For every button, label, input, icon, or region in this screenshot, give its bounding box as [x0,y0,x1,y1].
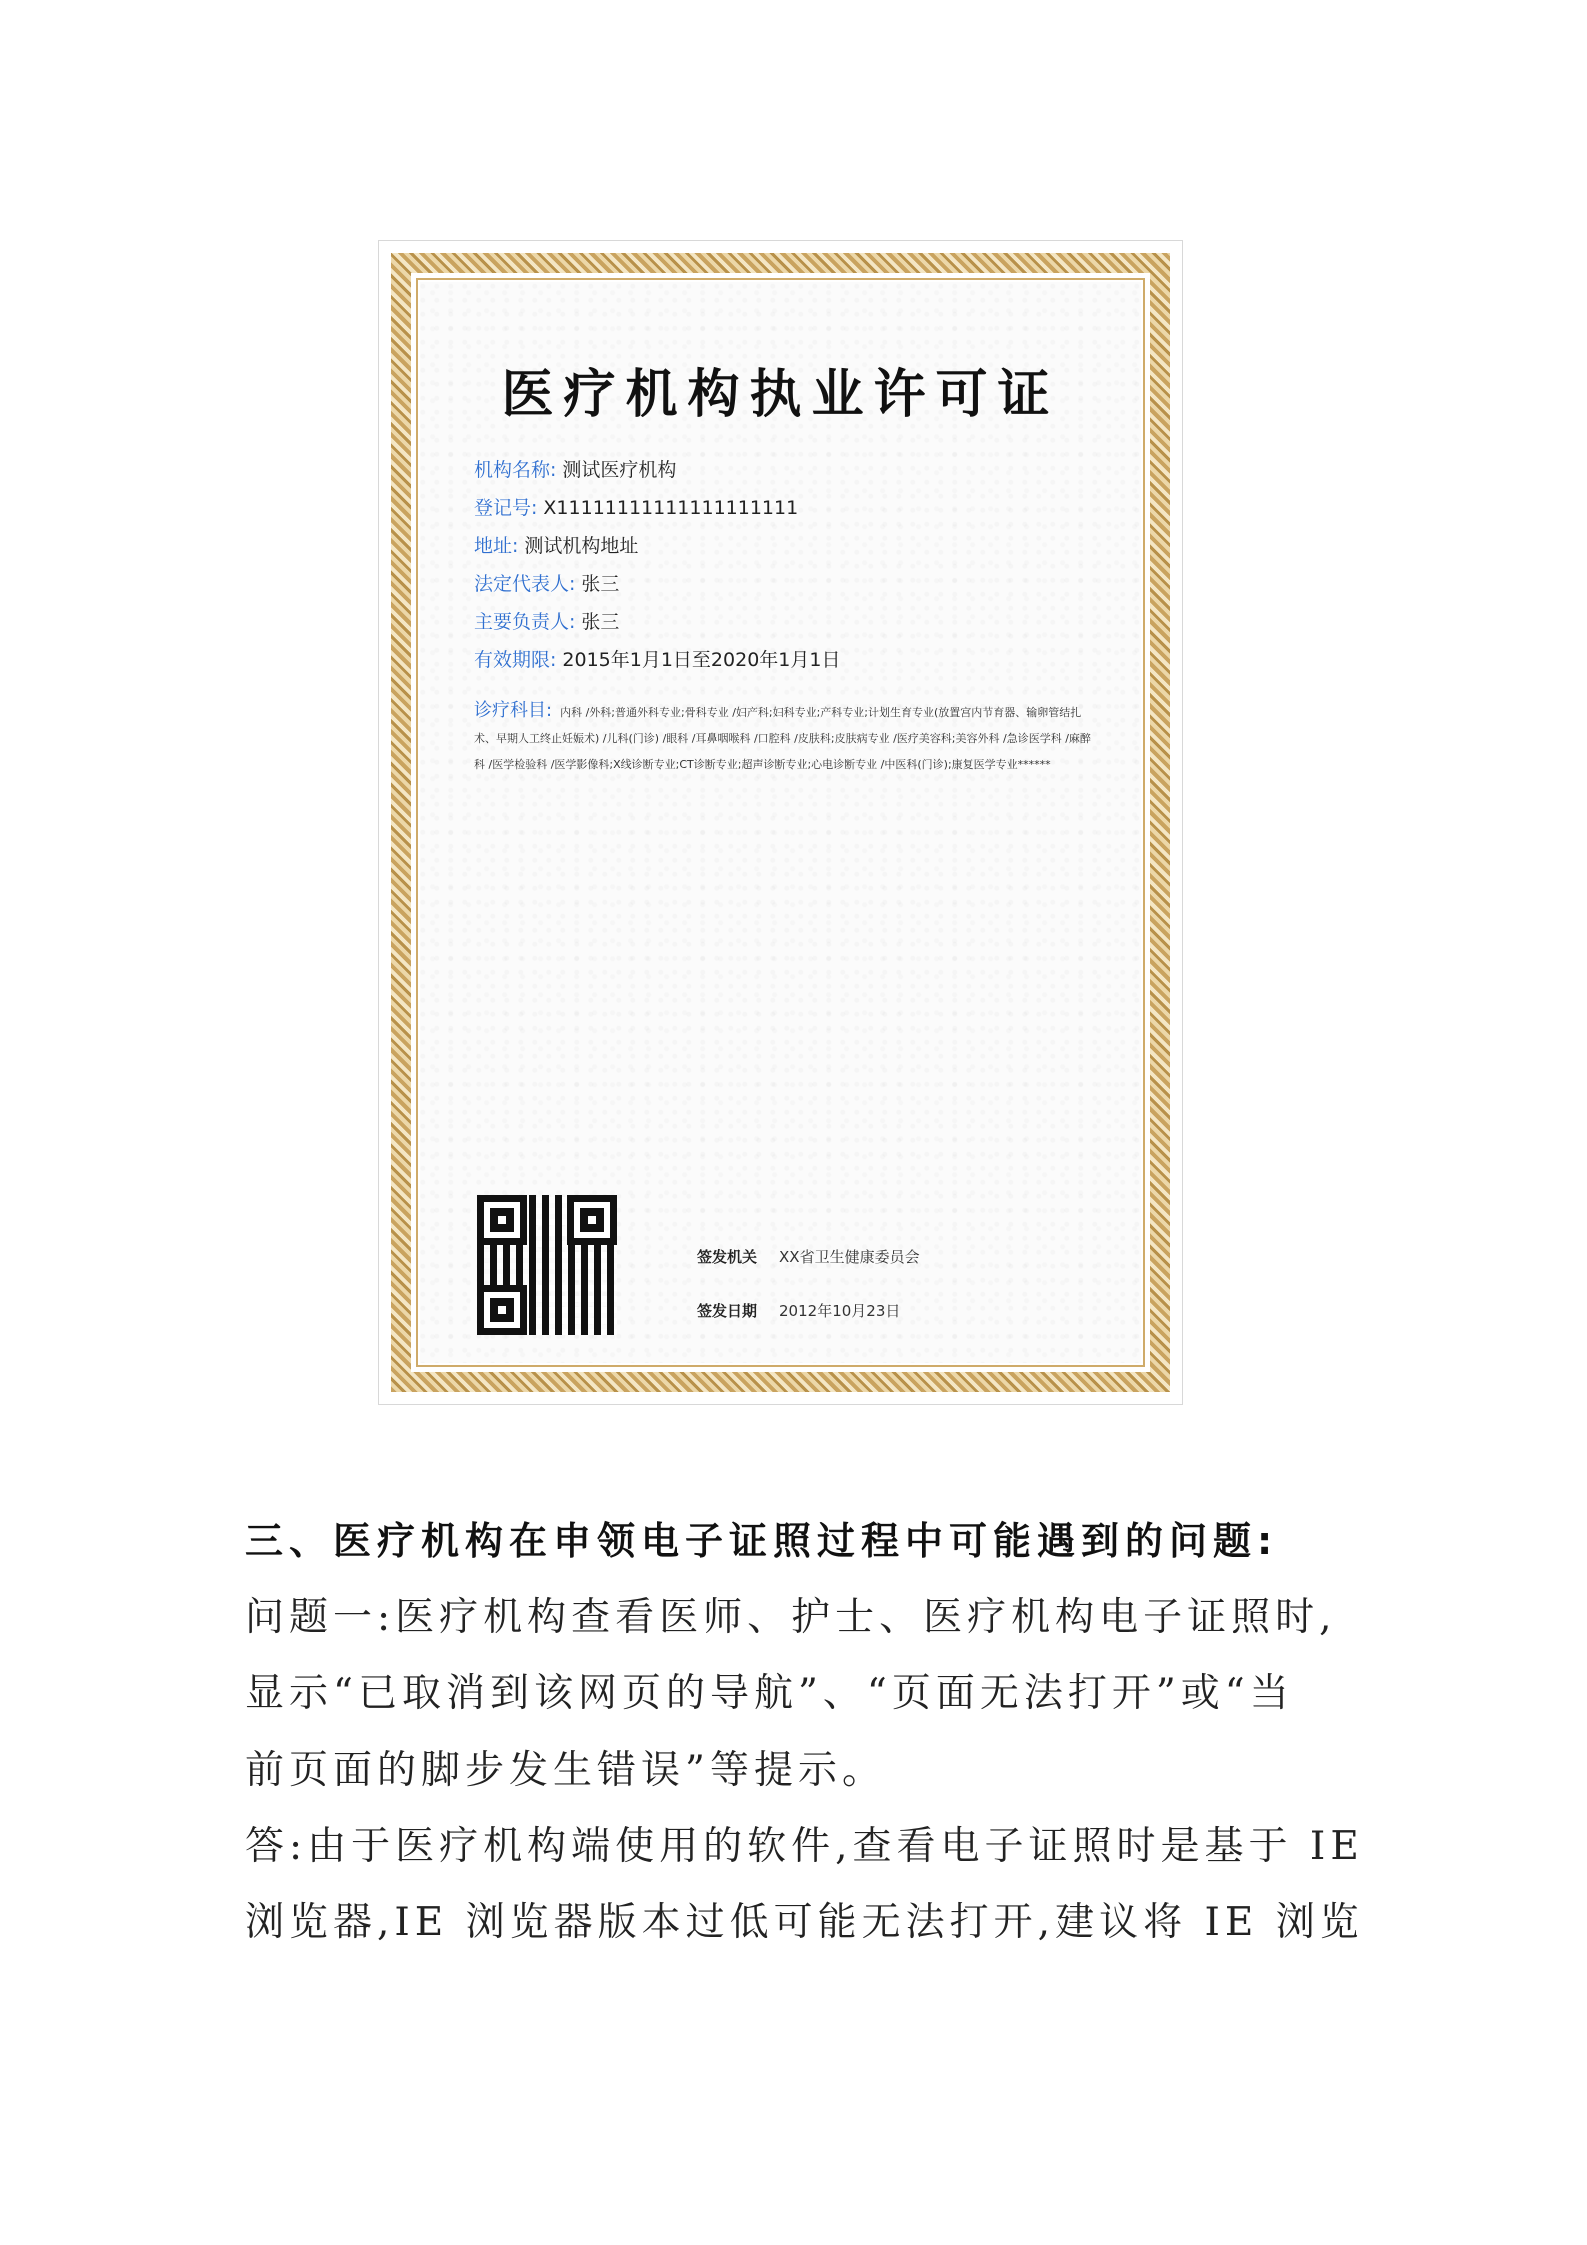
field-value: 测试医疗机构 [562,459,677,481]
field-value: 测试机构地址 [524,535,639,557]
field-label: 地址: [474,535,519,557]
field-value: 张三 [581,611,620,633]
body-line: 问题一:医疗机构查看医师、护士、医疗机构电子证照时, [245,1595,1337,1640]
field-validity-period [474,641,1114,679]
issuing-authority [697,1246,920,1267]
field-value: 张三 [581,573,620,595]
issue-date-label: 签发日期 [697,1302,758,1320]
subjects-label: 诊疗科目: [474,700,553,721]
field-value: X11111111111111111111 [543,497,799,519]
field-label: 主要负责人: [474,611,576,633]
certificate-fields [474,451,1114,679]
certificate-title: 医疗机构执业许可证 [501,365,1060,425]
field-registration-number [474,489,1114,527]
field-institution-name [474,451,1114,489]
license-image [378,240,1183,1405]
issuer-value: XX省卫生健康委员会 [779,1248,920,1266]
issuer-label: 签发机关 [697,1248,758,1266]
field-value: 2015年1月1日至2020年1月1日 [562,649,841,671]
body-line: 显示“已取消到该网页的导航”、“页面无法打开”或“当 [245,1671,1294,1716]
field-label: 登记号: [474,497,538,519]
field-label: 法定代表人: [474,573,576,595]
body-line: 前页面的脚步发生错误”等提示。 [245,1748,886,1793]
issue-date [697,1300,900,1321]
field-label: 机构名称: [474,459,557,481]
body-line: 答:由于医疗机构端使用的软件,查看电子证照时是基于 IE [245,1824,1364,1869]
subjects-text: 内科 /外科;普通外科专业;骨科专业 /妇产科;妇科专业;产科专业;计划生育专业(放置宫内节育器、输卵管结扎术、早期人工终止妊娠术) /儿科(门诊) /眼科 /耳鼻咽喉科 /口腔科 /皮肤科;皮肤病专业 /医疗美容科;美容外科 /急诊医学科 /麻醉科 /医学检验科 /医学影像科;X线诊断专业;CT诊断专业;超声诊断专业;心电诊断专业 /中医科(门诊);康复医学专业****** [474,706,1091,771]
body-line: 浏览器,IE 浏览器版本过低可能无法打开,建议将 IE 浏览 [245,1900,1364,1945]
certificate-subjects [474,698,1099,778]
field-principal [474,603,1114,641]
field-legal-representative [474,565,1114,603]
field-address [474,527,1114,565]
field-label: 有效期限: [474,649,557,671]
section-heading: 三、医疗机构在申领电子证照过程中可能遇到的问题: [245,1519,1279,1563]
qr-code-icon [477,1195,617,1335]
issue-date-value: 2012年10月23日 [779,1302,901,1320]
